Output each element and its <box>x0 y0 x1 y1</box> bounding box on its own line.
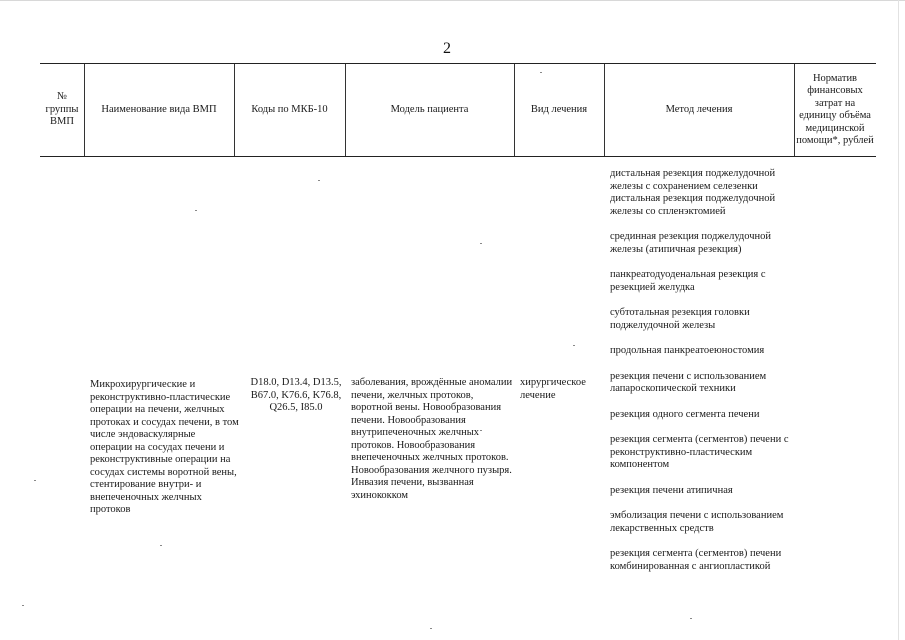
header-group-number: № группы ВМП <box>45 91 79 128</box>
header-treatment-type: Вид лечения <box>530 103 588 115</box>
method-item: резекция печени атипичная <box>610 484 733 496</box>
method-item: дистальная резекция поджелудочной железы со спленэктомией <box>610 193 776 217</box>
column-divider <box>234 64 235 156</box>
method-item: эмболизация печени с использованием лекарственных средств <box>610 510 784 534</box>
treatment-methods-list <box>610 168 792 573</box>
patient-model-cell: заболевания, врождённые аномалии печени, желчных протоков, воротной вены. Новообразования печени. Новообразования внутрипеченочных желчных протоков. Новообразования внепеченочных желчных протоков. Новообразования желчного пузыря. Инвазия печени, вызванная эхинококком <box>351 377 513 501</box>
method-item: срединная резекция поджелудочной железы (атипичная резекция) <box>610 231 771 255</box>
column-divider <box>514 64 515 156</box>
method-item: резекция печени с использованием лапароскопической техники <box>610 370 767 394</box>
header-icd-codes: Коды по МКБ-10 <box>251 103 328 115</box>
header-vmp-name: Наименование вида ВМП <box>101 103 217 115</box>
method-item: субтотальная резекция головки поджелудочной железы <box>610 307 750 331</box>
method-item: резекция сегмента (сегментов) печени с реконструктивно-пластическим компонентом <box>610 434 789 470</box>
column-divider <box>84 64 85 156</box>
scan-edge <box>0 0 905 1</box>
icd-codes-cell: D18.0, D13.4, D13.5, B67.0, K76.6, K76.8, Q26.5, I85.0 <box>250 377 342 413</box>
column-divider <box>345 64 346 156</box>
scan-edge <box>898 0 899 640</box>
header-treatment-method: Метод лечения <box>665 103 733 115</box>
header-cost-norm: Норматив финансовых затрат на единицу объёма медицинской помощи*, рублей <box>796 72 874 146</box>
method-item: продольная панкреатоеюностомия <box>610 345 765 356</box>
column-divider <box>794 64 795 156</box>
vmp-name-cell: Микрохирургические и реконструктивно-пластические операции на печени, желчных протоках и сосудах печени, в том числе эндоваскулярные операции на сосудах печени и реконструктивные операции на сосудах системы воротной вены, стентирование внутри- и внепеченочных желчных протоков <box>90 379 239 515</box>
page-number: 2 <box>443 40 451 57</box>
method-item: резекция сегмента (сегментов) печени комбинированная с ангиопластикой <box>610 548 782 572</box>
column-divider <box>604 64 605 156</box>
header-patient-model: Модель пациента <box>390 103 469 115</box>
table-header-rule <box>40 156 876 157</box>
method-item: резекция одного сегмента печени <box>610 408 760 420</box>
treatment-type-cell: хирургическое лечение <box>520 377 586 401</box>
method-item: панкреатодуоденальная резекция с резекцией желудка <box>610 269 766 293</box>
method-item: дистальная резекция поджелудочной железы с сохранением селезенки <box>610 168 776 192</box>
